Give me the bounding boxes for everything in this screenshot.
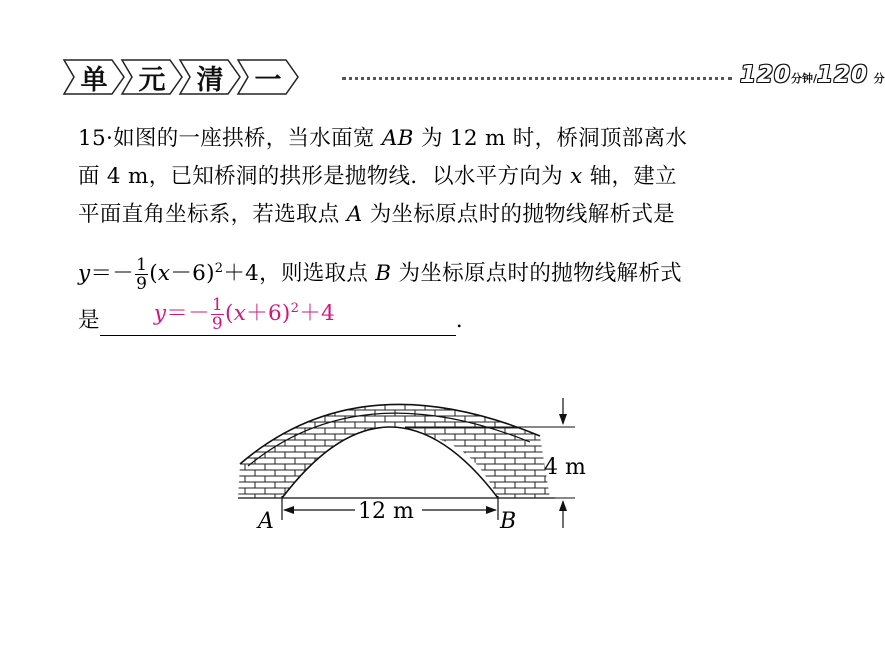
answer-fraction <box>211 296 224 333</box>
answer-numerator: 1 <box>211 295 223 315</box>
banner-char-4: 一 <box>254 64 282 96</box>
unit-banner <box>62 52 885 98</box>
eq1-denominator: 9 <box>136 273 148 294</box>
line5-end: ． <box>455 308 478 333</box>
eq1-exponent: 2 <box>214 261 224 276</box>
line3-text: 平面直角坐标系，若选取点 <box>78 202 340 227</box>
score-unit: 分 <box>873 72 885 85</box>
banner-chevron-3 <box>178 58 242 96</box>
eq1-x: x <box>157 261 171 287</box>
problem-number: 15 <box>78 126 106 151</box>
answer-blank <box>100 295 456 336</box>
point-b-symbol: B <box>375 261 392 287</box>
eq1-paren: ( <box>149 261 158 287</box>
segment-ab: AB <box>381 126 414 151</box>
eq1-plus4: ＋4，则选取点 <box>223 261 369 287</box>
line1-text: ·如图的一座拱桥，当水面宽 <box>105 126 375 151</box>
width-arrow-left <box>283 506 294 514</box>
answer-plus6: ＋6) <box>246 301 291 327</box>
arch-bridge-figure <box>230 386 610 540</box>
answer-equals: ＝－ <box>166 301 210 327</box>
line2-text-b: 轴，建立 <box>589 164 677 189</box>
eq1-minus6: －6) <box>170 261 215 287</box>
point-b-label: B <box>500 509 517 534</box>
answer-expression <box>154 294 335 333</box>
answer-paren: ( <box>225 301 234 327</box>
problem-line-3 <box>78 200 675 230</box>
answer-denominator: 9 <box>211 314 223 334</box>
problem-line-2 <box>78 162 677 192</box>
problem-line-1 <box>78 124 687 154</box>
time-value: 120 <box>740 62 792 88</box>
height-arrow-top-head <box>559 414 567 425</box>
banner-chevron-4 <box>236 58 300 96</box>
eq1-numerator: 1 <box>136 254 148 275</box>
answer-y: y <box>153 301 167 327</box>
answer-exponent: 2 <box>290 301 300 317</box>
line5-text: 是 <box>78 308 100 333</box>
eq1-equals: ＝－ <box>90 261 135 287</box>
problem-line-5 <box>78 295 478 336</box>
time-unit: 分钟/ <box>791 72 818 85</box>
height-label: 4 m <box>544 455 586 480</box>
line2-text: 面 4 m，已知桥洞的拱形是抛物线．以水平方向为 <box>78 164 563 189</box>
answer-plus4: ＋4 <box>299 301 335 327</box>
width-label: 12 m <box>358 499 414 524</box>
line3-text-b: 为坐标原点时的抛物线解析式是 <box>369 202 675 227</box>
x-axis-symbol: x <box>570 164 583 189</box>
banner-char-3: 清 <box>196 64 224 96</box>
banner-chevron-1 <box>62 58 126 96</box>
point-a-symbol: A <box>346 202 363 227</box>
height-arrow-bottom-head <box>559 500 567 511</box>
problem-line-4 <box>78 254 682 293</box>
width-arrow-right <box>486 506 497 514</box>
point-a-label: A <box>258 509 274 534</box>
line4-tail: 为坐标原点时的抛物线解析式 <box>398 261 682 287</box>
banner-char-2: 元 <box>138 64 166 96</box>
banner-dotted-line <box>342 77 732 82</box>
answer-x: x <box>233 301 247 327</box>
time-score-badge <box>740 62 885 88</box>
banner-char-1: 单 <box>80 64 108 96</box>
arch-bridge-drawing <box>230 386 610 536</box>
line1-text-b: 为 12 m 时，桥洞顶部离水 <box>420 126 688 151</box>
banner-chevron-2 <box>120 58 184 96</box>
eq1-fraction <box>135 256 148 293</box>
eq1-y: y <box>78 261 91 287</box>
score-value: 120 <box>817 62 869 88</box>
